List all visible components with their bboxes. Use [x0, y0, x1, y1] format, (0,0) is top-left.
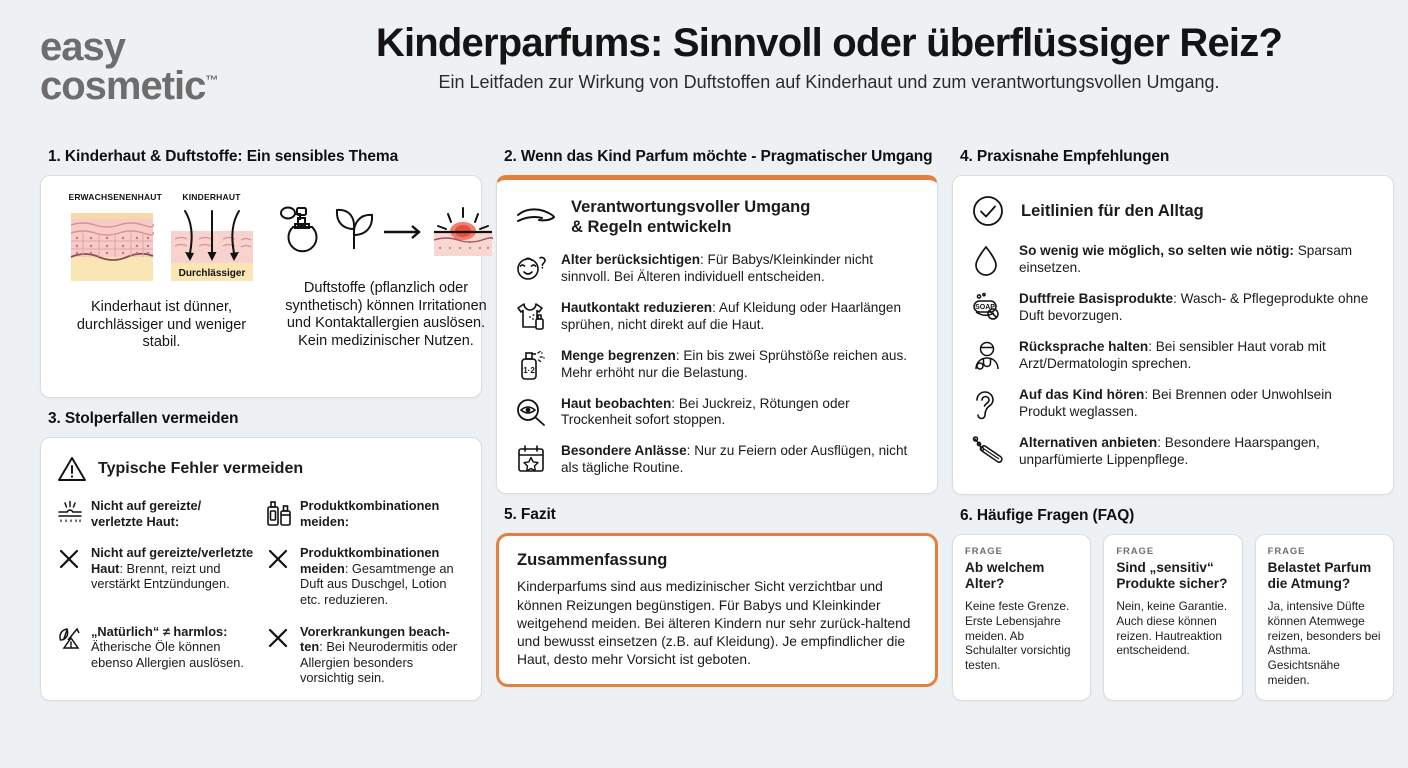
- section-4-title: 4. Praxisnahe Empfehlungen: [960, 148, 1170, 165]
- list-item-rest: Sparsam einsetzen.: [1019, 243, 1353, 275]
- list-item: [515, 348, 919, 382]
- bottles-icon: [266, 498, 292, 529]
- perfume-bottle-icon: [276, 201, 328, 263]
- adult-skin-figure: [68, 192, 163, 285]
- x-mark-icon: [57, 545, 83, 607]
- doctor-icon: [971, 339, 1005, 372]
- section-2-title: 2. Wenn das Kind Parfum möchte - Pragmatischer Umgang: [504, 148, 933, 165]
- list-item-bold: Auf das Kind hören: [1019, 386, 1145, 402]
- section-3-card-header: [57, 454, 465, 484]
- column-left: [40, 132, 487, 768]
- list-item-bold: „Natürlich“ ≠ harmlos:: [91, 623, 228, 639]
- content-grid: [0, 132, 1408, 768]
- droplet-icon: [971, 243, 1005, 276]
- list-item-rest: : Nur zu Feiern oder Ausflügen, nicht als tägliche Routine.: [561, 443, 908, 476]
- adult-skin-label: ERWACHSENENHAUT: [68, 192, 163, 202]
- trademark-symbol: ™: [205, 72, 218, 88]
- list-item-text: [561, 443, 919, 477]
- list-item-bold: Produktkombinationen meiden:: [300, 498, 440, 529]
- adult-skin-diagram-icon: [69, 209, 155, 285]
- section-1-title: 1. Kinderhaut & Duftstoffe: Ein sensibles Thema: [48, 148, 399, 165]
- hairclip-icon: [971, 435, 1005, 466]
- list-item: [515, 396, 919, 430]
- section-5-card-heading: Zusammenfassung: [517, 551, 668, 570]
- calendar-star-icon: [515, 443, 549, 474]
- section-4-card-header: [971, 194, 1375, 228]
- section-1-caption-right: Duftstoffe (pflanzlich oder synthetisch) können Irritationen und Kontaktallergien auslösen. Kein medizinischer Nutzen.: [285, 280, 487, 350]
- list-item-rest: : Bei Neurodermitis oder Allergien besonders vorsichtig sein.: [300, 639, 458, 686]
- list-item-rest: : Für Babys/Kleinkinder nicht sinnvoll. Bei Älteren individuell entscheiden.: [561, 251, 874, 284]
- list-item-text: [1019, 387, 1375, 421]
- list-item-bold: Nicht auf gereizte/verletzte Haut: [91, 545, 254, 576]
- open-hand-icon: [515, 205, 557, 231]
- list-item: [266, 498, 465, 529]
- brand-line-2: [40, 64, 218, 109]
- magnifier-eye-icon: [515, 396, 549, 427]
- list-item-rest: : Brennt, reizt und verstärkt Entzündungen.: [91, 560, 230, 592]
- list-item-bold: Rücksprache halten: [1019, 338, 1149, 354]
- list-item-text: [91, 624, 256, 686]
- section-1-card: [40, 175, 487, 398]
- list-item-bold: Hautkontakt reduzieren: [561, 299, 713, 315]
- section-3-items: [57, 498, 465, 686]
- child-skin-label: KINDERHAUT: [182, 192, 241, 202]
- page-header: [0, 0, 1408, 130]
- list-item: [515, 252, 919, 286]
- list-item: [57, 545, 256, 607]
- heading-line-2: & Regeln entwickeln: [571, 217, 732, 236]
- child-skin-diagram-icon: [169, 209, 255, 285]
- section-4-items: [971, 243, 1375, 469]
- list-item: [971, 387, 1375, 421]
- section-2-card-header: [515, 198, 919, 238]
- section-2-card: [496, 175, 938, 494]
- list-item-text: [91, 498, 256, 529]
- fragrance-effect-block: [264, 192, 496, 383]
- list-item-text: [91, 545, 256, 607]
- list-item: [971, 243, 1375, 277]
- faq-question: Ab welchem Alter?: [965, 560, 1045, 591]
- list-item: [515, 443, 919, 477]
- list-item-bold: Alter berücksichtigen: [561, 251, 700, 267]
- section-3-title: 3. Stolperfallen vermeiden: [48, 410, 239, 427]
- list-item-text: [561, 396, 919, 430]
- list-item-text: [561, 300, 919, 334]
- list-item: [266, 545, 465, 607]
- irritated-skin-icon: [57, 498, 83, 529]
- list-item-bold: Nicht auf gereizte/ verletzte Haut:: [91, 498, 202, 529]
- leaf-warning-icon: [57, 624, 83, 686]
- section-4-card: [952, 175, 1394, 495]
- list-item-text: [1019, 291, 1375, 325]
- list-item-text: [1019, 243, 1375, 277]
- page-title: Kinderparfums: Sinnvoll oder überflüssiger Reiz?: [375, 21, 1283, 65]
- section-4-card-heading: Leitlinien für den Alltag: [1021, 201, 1204, 220]
- brand-logo: [40, 22, 330, 109]
- list-item-rest: : Wasch- & Pflegeprodukte ohne Duft bevorzugen.: [1019, 290, 1369, 323]
- list-item-rest: Ätherische Öle können ebenso Allergien auslösen.: [91, 639, 244, 670]
- list-item-rest: : Ein bis zwei Sprühstöße reichen aus. Mehr erhöht nur die Belastung.: [561, 347, 908, 380]
- section-6-title: 6. Häufige Fragen (FAQ): [960, 507, 1135, 524]
- page-subtitle: Ein Leitfaden zur Wirkung von Duftstoffen auf Kinderhaut und zum verantwortungsvollen Umgang.: [438, 72, 1220, 92]
- header-text-block: [330, 22, 1368, 94]
- list-item: [971, 339, 1375, 373]
- list-item: [57, 498, 256, 529]
- arrow-right-icon: [382, 222, 426, 242]
- soap-label: SOAP: [975, 303, 995, 311]
- list-item-rest: : Bei Brennen oder Unwohlsein Produkt weglassen.: [1019, 386, 1332, 419]
- faq-answer: Nein, keine Garantie. Auch diese können reizen. Hautreaktion entscheidend.: [1116, 598, 1228, 658]
- list-item-rest: : Bei sensibler Haut vorab mit Arzt/Dermatologin sprechen.: [1019, 338, 1326, 371]
- spray-count-label: 1·2: [523, 365, 535, 375]
- column-right: [952, 132, 1394, 768]
- faq-kicker: FRAGE: [1116, 546, 1155, 557]
- check-circle-icon: [971, 194, 1005, 228]
- list-item: [971, 435, 1375, 469]
- list-item-rest: : Bei Juckreiz, Rötungen oder Trockenheit sofort stoppen.: [561, 395, 850, 428]
- list-item-text: [1019, 339, 1375, 373]
- soap-no-scent-icon: [971, 291, 1005, 322]
- section-3-card: [40, 437, 482, 701]
- list-item-rest: : Auf Kleidung oder Haarlängen sprühen, nicht direkt auf die Haut.: [561, 299, 902, 332]
- faq-kicker: FRAGE: [965, 546, 1003, 557]
- leaf-icon: [332, 203, 378, 261]
- list-item-text: [300, 545, 465, 607]
- list-item-bold: Duftfreie Basisprodukte: [1019, 290, 1174, 306]
- warning-triangle-icon: [57, 454, 87, 484]
- list-item-text: [561, 348, 919, 382]
- heading-line-1: Verantwortungsvoller Umgang: [571, 198, 811, 216]
- list-item-bold: Alternativen anbieten: [1019, 434, 1158, 450]
- list-item-rest: : Besondere Haarspangen, unparfümierte Lippenpflege.: [1019, 434, 1320, 467]
- list-item: [515, 300, 919, 334]
- irritated-skin-icon: [430, 200, 496, 264]
- faq-question: Sind „sensitiv“ Produkte sicher?: [1116, 560, 1228, 591]
- faq-kicker: FRAGE: [1267, 546, 1306, 557]
- brand-line-1: easy: [40, 25, 125, 69]
- faq-question: Belastet Parfum die Atmung?: [1267, 560, 1372, 591]
- x-mark-icon: [266, 545, 292, 607]
- list-item: [57, 624, 256, 686]
- child-skin-figure: [169, 192, 255, 285]
- list-item-bold: Menge begrenzen: [561, 347, 676, 363]
- list-item: [266, 624, 465, 686]
- faq-answer: Keine feste Grenze. Erste Lebensjahre meiden. Ab Schulalter vorsichtig testen.: [965, 598, 1071, 673]
- ear-icon: [971, 387, 1005, 420]
- list-item-text: [1019, 435, 1375, 469]
- section-5-title: 5. Fazit: [504, 506, 556, 524]
- section-2-card-heading: [571, 198, 810, 238]
- x-mark-icon: [266, 624, 292, 686]
- list-item-bold: So wenig wie möglich, so selten wie nötig:: [1019, 243, 1294, 258]
- section-1-caption-left: Kinderhaut ist dünner, durchlässiger und weniger stabil.: [76, 299, 247, 351]
- list-item-bold: Besondere Anlässe: [561, 443, 687, 459]
- faq-card[interactable]: [1103, 534, 1242, 701]
- shirt-spray-icon: [515, 300, 549, 331]
- column-middle: [496, 132, 938, 768]
- list-item-bold: Produktkombinationen meiden: [300, 545, 440, 576]
- brand-line-2-text: cosmetic: [40, 64, 206, 109]
- section-5-body: Kinderparfums sind aus medizinischer Sicht verzichtbar und können Reizungen begünstigen. Für Babys und Kleinkinder weitgehend meiden. Bei älteren Kindern nur sehr zurück-haltend und bewusst einsetzen (z.B. auf Kleidung). Je empfindlicher die Haut, desto mehr Vorsicht ist geboten.: [517, 579, 911, 668]
- section-3-card-heading: Typische Fehler vermeiden: [98, 460, 304, 477]
- list-item-text: [561, 252, 919, 286]
- skin-comparison-block: [59, 192, 264, 383]
- list-item-bold: Haut beobachten: [561, 395, 672, 411]
- permeable-label: Durchlässiger: [178, 268, 245, 279]
- faq-list: [952, 534, 1394, 701]
- list-item: [971, 291, 1375, 325]
- faq-card[interactable]: [1255, 534, 1394, 701]
- list-item-rest: : Gesamtmenge an Duft aus Duschgel, Lotion etc. reduzieren.: [300, 560, 454, 608]
- section-2-items: [515, 252, 919, 478]
- section-5-card: [496, 533, 938, 687]
- list-item-text: [300, 624, 465, 686]
- faq-answer: Ja, intensive Düfte können Atemwege reizen, besonders bei Asthma. Gesichtsnähe meiden.: [1267, 598, 1381, 688]
- faq-card[interactable]: [952, 534, 1091, 701]
- baby-question-icon: [515, 252, 549, 283]
- list-item-bold: Vorerkrankungen beach-ten: [300, 623, 450, 655]
- list-item-text: [300, 498, 465, 529]
- spray-bottle-12-icon: [515, 348, 549, 381]
